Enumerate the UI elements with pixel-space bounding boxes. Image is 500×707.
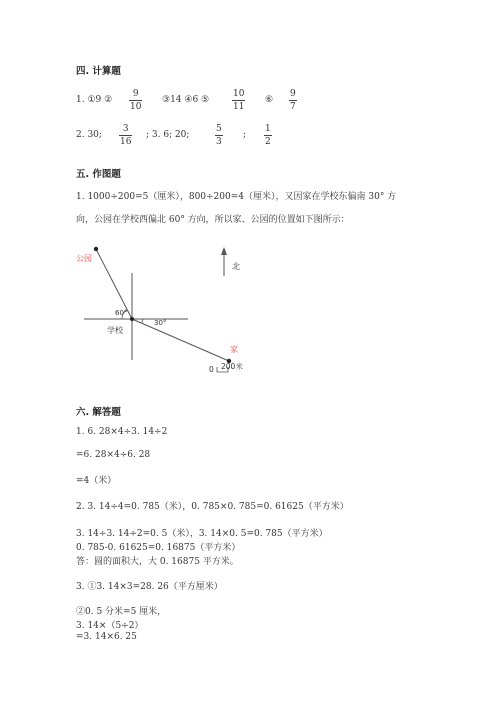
solution-line: 1. 6. 28×4÷3. 14÷2 <box>76 427 168 437</box>
fraction-denominator: 2 <box>265 137 271 147</box>
answer-line-4-2-mid: ; 3. 6; 20; <box>146 130 190 140</box>
solution-line: 3. 14÷3. 14÷2=0. 5（米），3. 14×0. 5=0. 785（平方米） <box>76 529 328 539</box>
solution-line: =4（米） <box>76 476 117 486</box>
drawing-answer-line-1: 1. 1000÷200=5（厘米），800÷200=4（厘米），又因家在学校东偏南 30° 方 <box>76 192 397 202</box>
section-heading-calculation: 四. 计算题 <box>76 66 121 77</box>
solution-line: ②0. 5 分米=5 厘米， <box>76 607 167 617</box>
fraction-denominator: 11 <box>233 102 245 112</box>
fraction-denominator: 16 <box>120 137 132 147</box>
school-label: 学校 <box>107 326 123 335</box>
answer-line-4-2-prefix: 2. 30; <box>76 130 102 140</box>
home-label: 家 <box>230 345 238 354</box>
angle-label-60: 60° <box>115 309 128 317</box>
solution-line: =6. 28×4÷6. 28 <box>76 450 151 460</box>
fraction-numerator: 9 <box>132 89 139 99</box>
answer-line-4-1-prefix: 1. ①9 ② <box>76 95 113 105</box>
fraction-numerator: 1 <box>265 124 271 134</box>
solution-line: 3. 14×（5÷2） <box>76 621 144 631</box>
drawing-answer-line-2: 向，公园在学校西偏北 60° 方向，所以家、公园的位置如下图所示： <box>76 215 350 225</box>
solution-line: 2. 3. 14÷4=0. 785（米），0. 785×0. 785=0. 61625（平方米） <box>76 502 349 512</box>
fraction-numerator: 5 <box>216 124 222 134</box>
home-direction-line <box>132 319 229 361</box>
solution-line: 0. 785-0. 61625=0. 16875（平方米） <box>76 543 241 553</box>
fraction-denominator: 3 <box>216 137 222 147</box>
fraction-denominator: 7 <box>290 102 296 112</box>
section-heading-solutions: 六. 解答题 <box>76 407 121 418</box>
school-point <box>130 317 134 321</box>
solution-line: =3. 14×6. 25 <box>76 632 137 642</box>
fraction-numerator: 10 <box>233 89 245 99</box>
section-heading-drawing: 五. 作图题 <box>76 169 121 180</box>
fraction-numerator: 9 <box>290 89 296 99</box>
fraction-numerator: 3 <box>122 124 129 134</box>
answer-line-4-1-mid: ③14 ④6 ⑤ <box>162 95 210 105</box>
north-arrow-icon <box>221 247 227 255</box>
solution-line: 3. ①3. 14×3=28. 26（平方厘米） <box>76 582 223 592</box>
answer-separator: ; <box>243 130 247 140</box>
park-point <box>94 247 98 251</box>
park-label: 公园 <box>76 254 92 263</box>
scale-label: 200米 <box>221 362 243 371</box>
north-label: 北 <box>232 262 240 271</box>
scale-zero-label: 0 <box>209 365 214 374</box>
answer-marker-6: ⑥ <box>265 95 274 105</box>
solution-line: 答：圆的面积大，大 0. 16875 平方米。 <box>76 557 239 567</box>
angle-label-30: 30° <box>154 319 167 327</box>
angle-arc-30 <box>142 319 143 323</box>
fraction-denominator: 10 <box>130 102 142 112</box>
